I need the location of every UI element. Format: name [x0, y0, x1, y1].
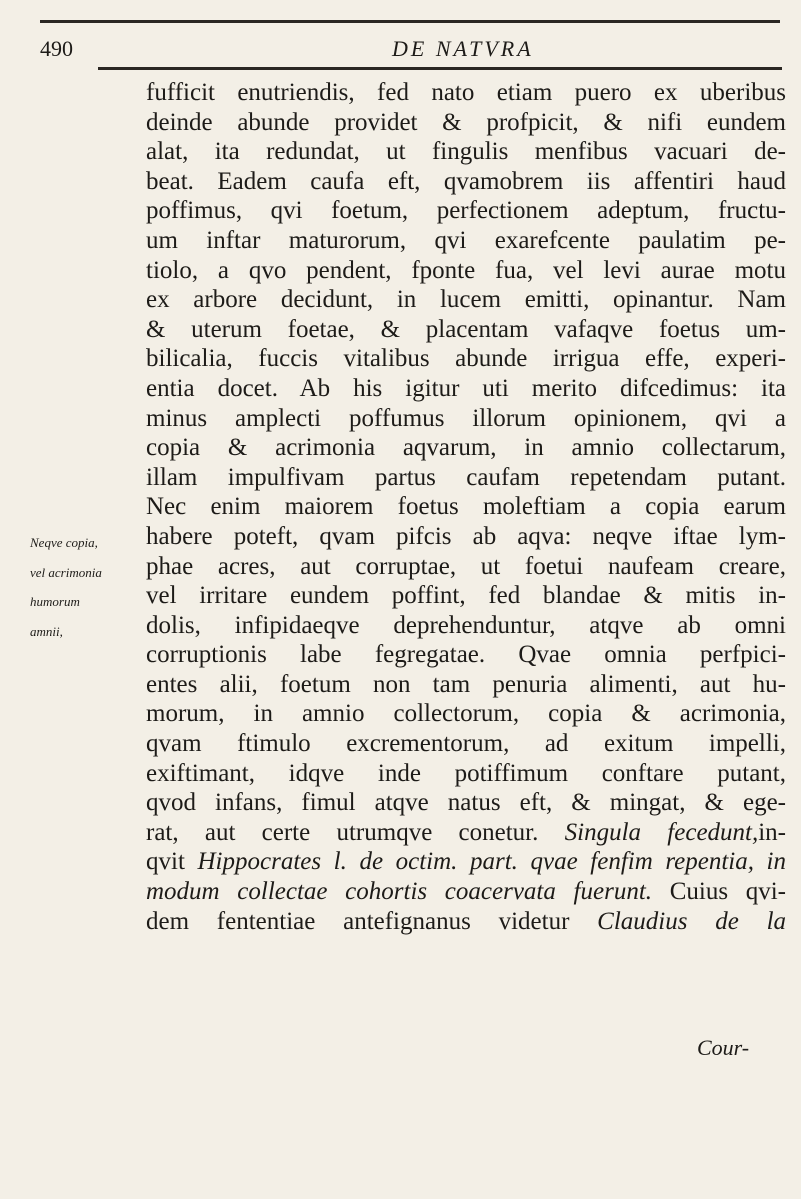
text-line: copia & acrimonia aqvarum, in amnio collectarum,: [146, 434, 786, 462]
text-line: fufficit enutriendis, fed nato etiam puero ex uberibus: [146, 79, 786, 106]
text-segment: dem fententiae antefignanus videtur: [146, 907, 570, 935]
header-rule: [98, 67, 782, 70]
text-line: entia docet. Ab his igitur uti merito difcedimus: ita: [146, 374, 786, 402]
text-line: entes alii, foetum non tam penuria alimenti, aut hu-: [146, 670, 786, 698]
page-header: [40, 36, 780, 66]
text-line: um inftar maturorum, qvi exarefcente paulatim pe-: [146, 226, 786, 254]
text-line: ex arbore decidunt, in lucem emitti, opinantur. Nam: [146, 286, 786, 314]
text-line: vel irritare eundem poffint, fed blandae & mitis in-: [146, 582, 786, 610]
margin-note: [30, 528, 142, 646]
text-segment: in-: [758, 818, 787, 846]
text-line: [146, 907, 786, 937]
text-line: beat. Eadem caufa eft, qvamobrem iis affentiri haud: [146, 167, 786, 195]
text-segment: qvit: [146, 848, 185, 876]
text-line: poffimus, qvi foetum, perfectionem adeptum, fructu-: [146, 197, 786, 225]
body-text: [146, 78, 786, 936]
text-line: qvam ftimulo excrementorum, ad exitum impelli,: [146, 730, 786, 758]
text-line: Nec enim maiorem foetus moleftiam a copia earum: [146, 493, 786, 521]
text-line: exiftimant, idqve inde potiffimum conftare putant,: [146, 759, 786, 787]
text-line: alat, ita redundat, ut fingulis menfibus vacuari de-: [146, 138, 786, 166]
text-line: phae acres, aut corruptae, ut foetui naufeam creare,: [146, 552, 786, 580]
text-line: bilicalia, fuccis vitalibus abunde irrigua effe, experi-: [146, 345, 786, 373]
italic-quote: modum collectae cohortis coacervata fuerunt.: [146, 878, 653, 906]
margin-note-line: humorum: [30, 594, 80, 610]
margin-note-line: amnii,: [30, 623, 63, 639]
text-line: [146, 877, 786, 907]
text-segment: Cuius qvi-: [669, 878, 787, 906]
text-line: illam impulfivam partus caufam repetendam putant.: [146, 463, 786, 491]
text-line: morum, in amnio collectorum, copia & acrimonia,: [146, 700, 786, 728]
italic-quote: Hippocrates l. de octim. part. qvae fenfim repentia, in: [197, 848, 787, 876]
text-line: dolis, infipidaeqve deprehenduntur, atqve ab omni: [146, 611, 786, 639]
catchword: Cour-: [697, 1035, 750, 1060]
text-line: & uterum foetae, & placentam vafaqve foetus um-: [146, 315, 786, 343]
page-number: 490: [40, 36, 73, 61]
text-line: deinde abunde providet & profpicit, & nifi eundem: [146, 108, 786, 136]
text-line: minus amplecti poffumus illorum opinionem, qvi a: [146, 404, 786, 432]
text-segment: rat, aut certe utrumqve conetur.: [146, 818, 539, 846]
italic-author: Claudius de la: [597, 907, 787, 935]
text-line: [146, 847, 786, 877]
text-line: tiolo, a qvo pendent, fponte fua, vel levi aurae motu: [146, 256, 786, 284]
margin-note-line: vel acrimonia: [30, 564, 102, 580]
text-line: habere poteft, qvam pifcis ab aqva: neqve iftae lym-: [146, 522, 786, 550]
margin-note-line: Neqve copia,: [30, 535, 98, 550]
text-line: [146, 818, 786, 848]
running-title: DE NATVRA: [392, 36, 534, 61]
top-rule: [40, 20, 780, 23]
text-line: corruptionis labe fegregatae. Qvae omnia perfpici-: [146, 641, 786, 669]
italic-quote: Singula fecedunt,: [564, 818, 759, 846]
text-line: qvod infans, fimul atqve natus eft, & mingat, & ege-: [146, 789, 786, 817]
